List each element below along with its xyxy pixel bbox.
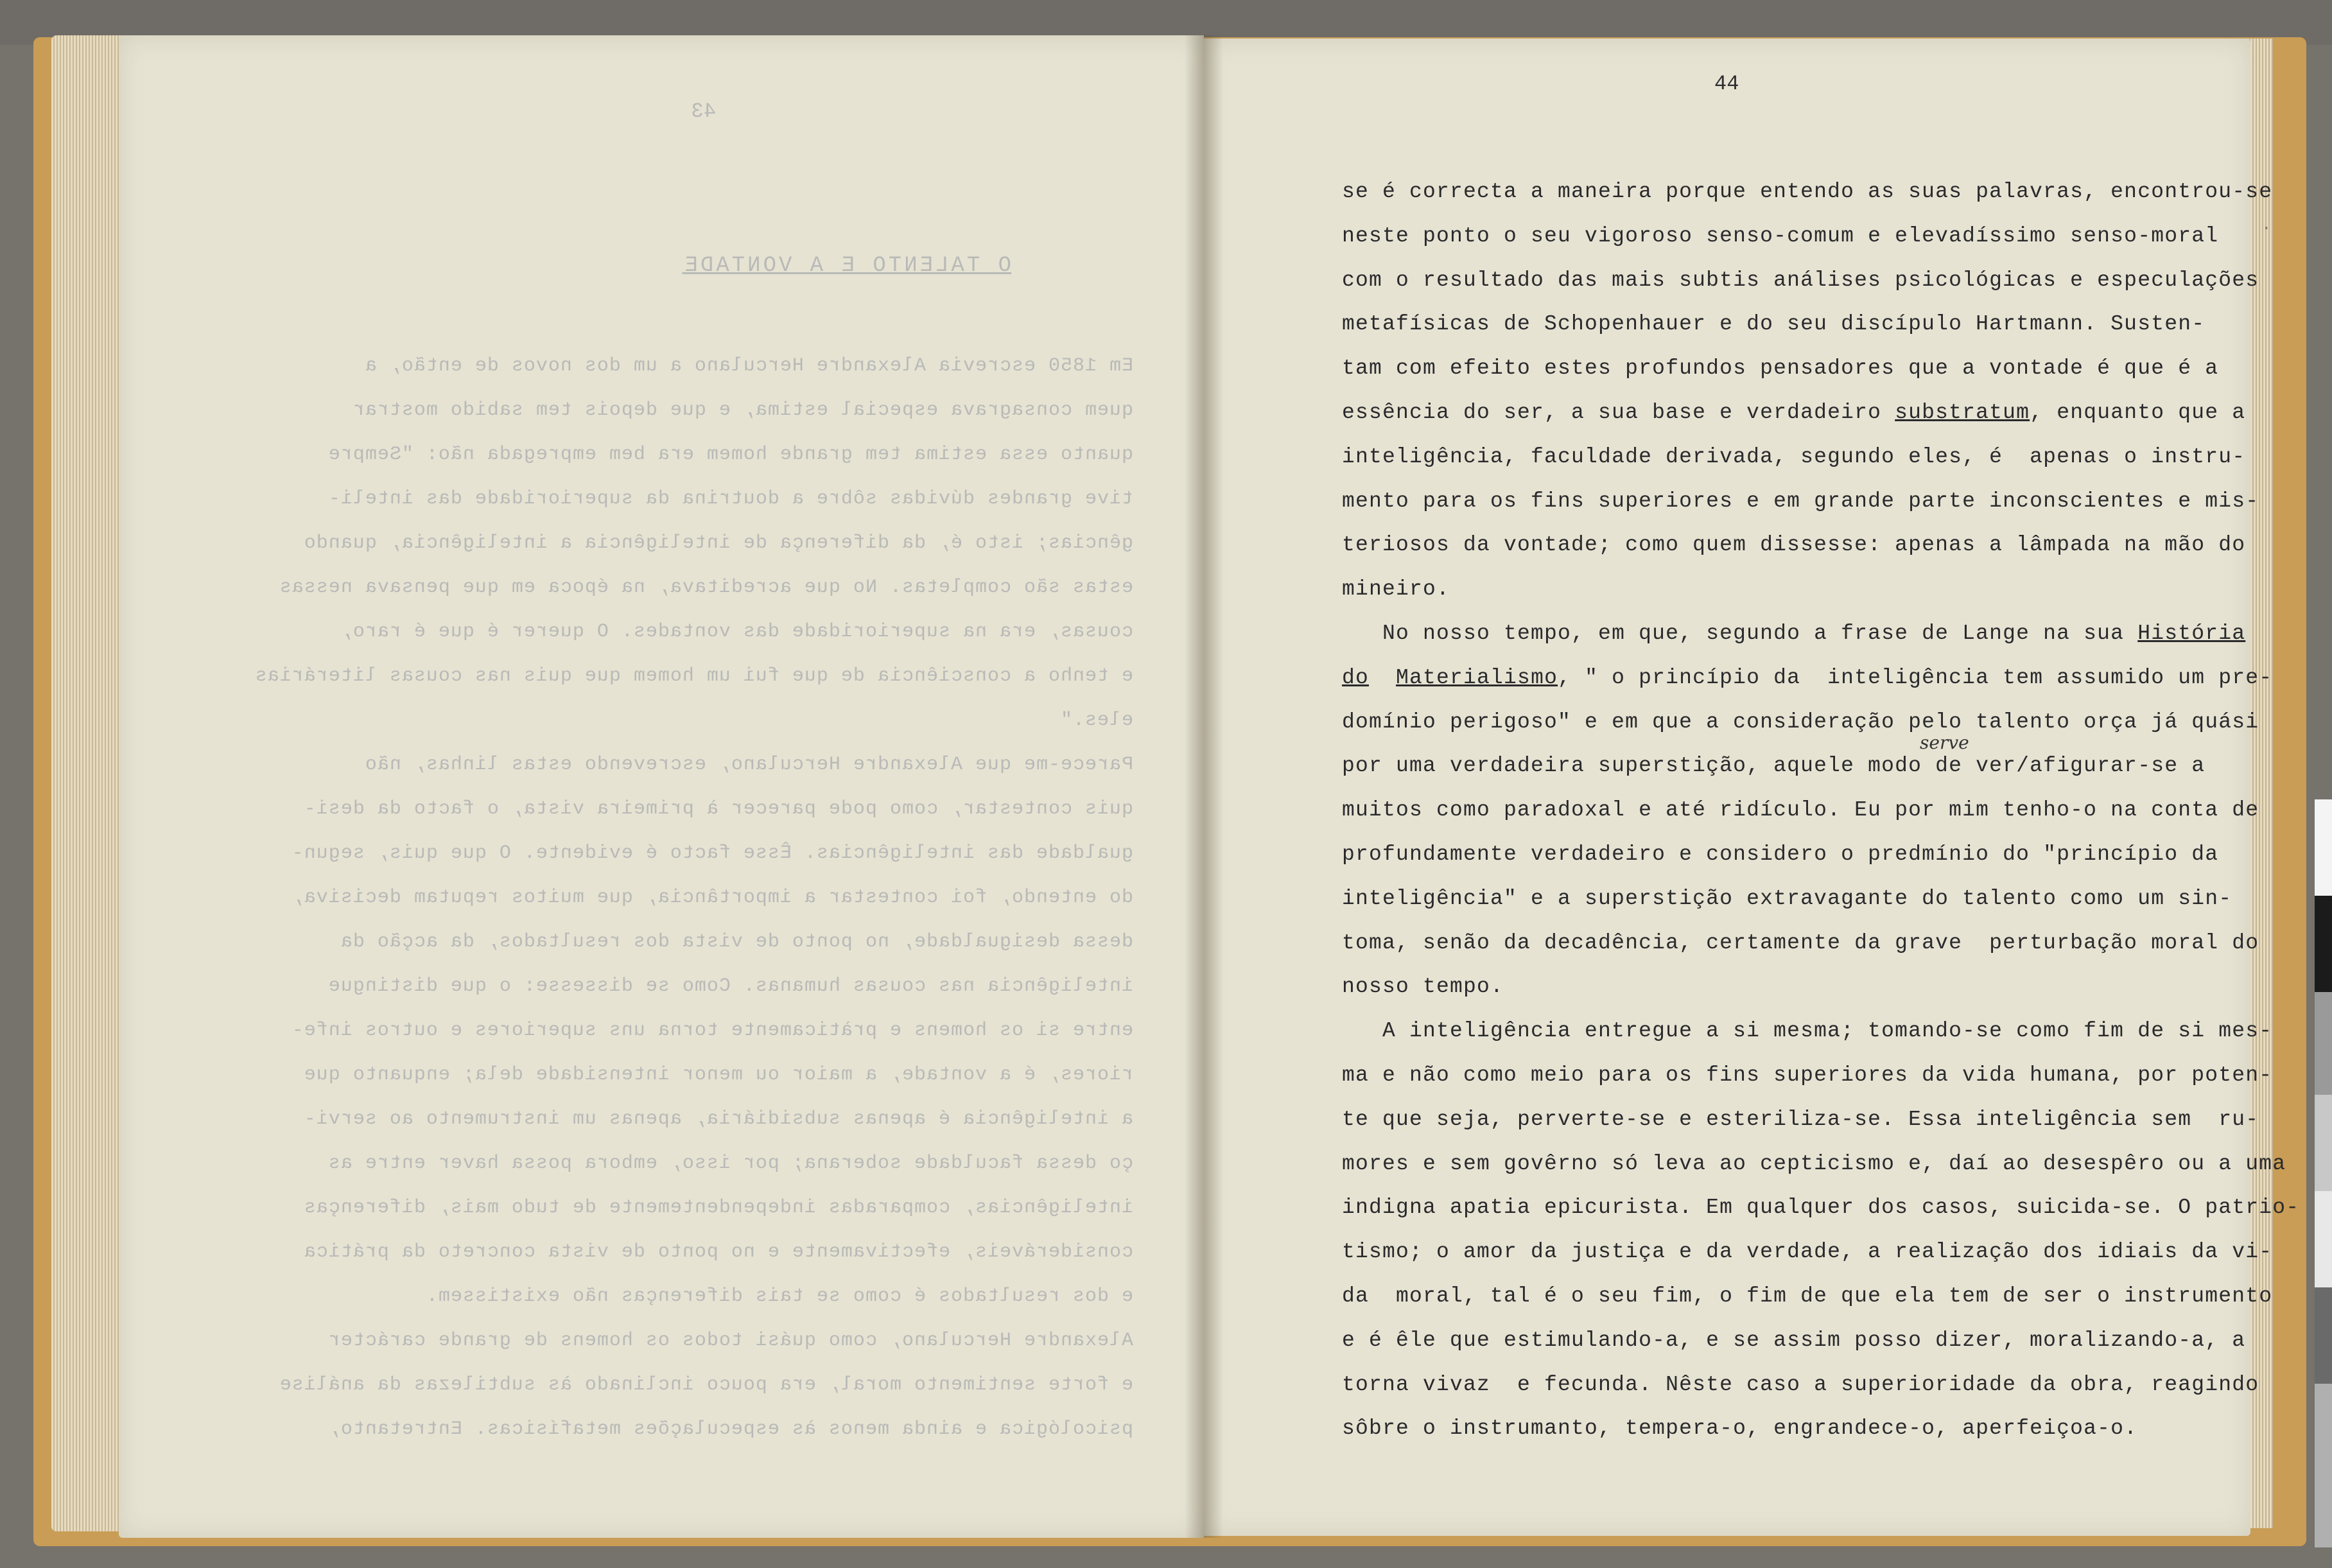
- text-line: [1342, 1196, 2299, 1219]
- mirrored-line: inteligências, comparadas independentemente de tudo mais, diferenças: [303, 1197, 1133, 1219]
- text-line: [1342, 1108, 2259, 1131]
- text-line: [1342, 1152, 2286, 1176]
- mirrored-line: do entendo, foi contestar a importância, que muitos reputam decisiva,: [291, 887, 1133, 909]
- text-segment: profundamente verdadeiro e considero o predmínio do "princípio da: [1342, 842, 2219, 866]
- text-line: [1342, 577, 1450, 601]
- text-segment: , enquanto que a: [2030, 401, 2246, 424]
- text-segment: [1369, 666, 1396, 690]
- mirrored-line: psicológica e ainda menos às especulações metafísicas. Entretanto,: [327, 1418, 1133, 1440]
- text-segment: mores e sem govêrno só leva ao cepticismo e, daí ao desespêro ou a uma: [1342, 1151, 2286, 1176]
- mirrored-line: e dos resultados é como se tais diferenças não existissem.: [425, 1285, 1133, 1307]
- text-line: [1342, 1416, 2137, 1440]
- text-line: [1342, 533, 2245, 557]
- text-line: [1342, 842, 2218, 866]
- margin-mark: .: [2261, 215, 2272, 234]
- left-page: [119, 35, 1204, 1538]
- text-segment: No nosso tempo, em que, segundo a frase de Lange na sua: [1342, 622, 2138, 645]
- color-scale-strip: [2315, 799, 2332, 1547]
- text-segment: inteligência, faculdade derivada, segundo eles, é apenas o instru-: [1342, 444, 2246, 469]
- mirrored-line: tive grandes dúvidas sôbre a doutrina da superioridade das inteli-: [327, 488, 1133, 510]
- text-segment: toma, senão da decadência, certamente da grave perturbação moral do: [1342, 930, 2259, 955]
- mirrored-line: quanto essa estima tem grande homem era bem empregada não: "Sempre: [327, 444, 1133, 466]
- text-segment: nosso tempo.: [1342, 975, 1504, 999]
- mirrored-line: e forte sentimento moral, era pouco inclinado às subtilezas da análise: [279, 1374, 1133, 1396]
- page-edges-left: [51, 35, 122, 1531]
- text-segment: domínio perigoso" e em que a consideração pelo talento orça já quási: [1342, 710, 2259, 734]
- mirrored-line: quis contestar, como pode parecer à primeira vista, o facto da desi-: [303, 798, 1133, 820]
- text-line: [1342, 1063, 2272, 1087]
- text-segment: neste ponto o seu vigoroso senso-comum e elevadíssimo senso-moral: [1342, 223, 2219, 248]
- mirrored-line: gências; isto é, da diferença de inteligência a inteligência, quando: [303, 532, 1133, 554]
- underlined-term: História: [2137, 622, 2246, 645]
- right-page: [1204, 39, 2250, 1536]
- mirrored-page-number: 43: [691, 100, 716, 123]
- mirrored-line: eles.": [1059, 710, 1133, 731]
- mirrored-line: Em 1850 escrevia Alexandre Herculano a um dos novos de então, a: [364, 355, 1133, 377]
- text-segment: te que seja, perverte-se e esteriliza-se. Essa inteligência sem ru-: [1342, 1107, 2259, 1131]
- mirrored-line: a inteligência é apenas subsidiária, apenas um instrumento ao servi-: [303, 1108, 1133, 1130]
- text-segment: muitos como paradoxal e até ridículo. Eu por mim tenho-o na conta de: [1342, 798, 2259, 823]
- text-segment: da moral, tal é o seu fim, o fim de que ela tem de ser o instrumento: [1342, 1284, 2273, 1308]
- mirrored-line: consideráveis, efectivamente e no ponto de vista concreto da prática: [303, 1241, 1133, 1263]
- mirrored-line: dessa desigualdade, no ponto de vista dos resultados, da acção da: [340, 931, 1133, 953]
- mirrored-line: Parece-me que Alexandre Herculano, escrevendo estas linhas, não: [364, 754, 1133, 776]
- text-segment: essência do ser, a sua base e verdadeiro: [1342, 401, 1895, 424]
- text-line: [1342, 268, 2259, 292]
- text-line: [1342, 356, 2218, 380]
- mirrored-line: quem consagrava especial estima, e que depois tem sabido mostrar: [352, 399, 1133, 421]
- mirrored-line: e tenho a consciência de que fui um homem que quis nas cousas literárias: [254, 665, 1133, 687]
- underlined-term: do: [1342, 665, 1370, 690]
- text-line: [1342, 312, 2205, 336]
- text-segment: tismo; o amor da justiça e da verdade, a realização dos idiais da vi-: [1342, 1240, 2273, 1264]
- text-line: [1342, 710, 2259, 734]
- text-line: [1342, 180, 2272, 204]
- mirrored-line: inteligência nas cousas humanas. Como se dissesse: o que distingue: [327, 975, 1133, 997]
- text-segment: teriosos da vontade; como quem dissesse: apenas a lâmpada na mão do: [1342, 533, 2246, 557]
- text-segment: tam com efeito estes profundos pensadores que a vontade é que é a: [1342, 356, 2219, 381]
- text-segment: e é êle que estimulando-a, e se assim posso dizer, moralizando-a, a: [1342, 1328, 2246, 1352]
- text-segment: ma e não como meio para os fins superiores da vida humana, por poten-: [1342, 1063, 2273, 1087]
- text-line: [1342, 489, 2259, 513]
- underlined-term: Materialismo: [1396, 665, 1558, 690]
- text-line: [1342, 1284, 2272, 1308]
- text-line: [1342, 666, 2272, 690]
- text-line: [1342, 224, 2218, 248]
- text-line: [1342, 931, 2259, 955]
- underlined-term: substratum: [1895, 401, 2030, 424]
- text-segment: torna vivaz e fecunda. Nêste caso a superioridade da obra, reagindo: [1342, 1372, 2259, 1397]
- text-segment: indigna apatia epicurista. Em qualquer dos casos, suicida-se. O patrio-: [1342, 1196, 2300, 1220]
- text-line: [1342, 754, 2205, 778]
- mirrored-line: entre si os homens e pràticamente torna uns superiores e outros infe-: [291, 1020, 1133, 1041]
- handwritten-insert: serve: [1920, 732, 1969, 753]
- text-segment: por uma verdadeira superstição, aquele modo de ver/afigurar-se a: [1342, 754, 2206, 778]
- mirrored-line: estas são completas. No que acreditava, na época em que pensava nessas: [279, 577, 1133, 598]
- mirrored-line: cousas, era na superioridade das vontades. O querer é que é raro,: [340, 621, 1133, 643]
- text-line: [1342, 975, 1504, 998]
- text-segment: mento para os fins superiores e em grande parte inconscientes e mis-: [1342, 489, 2259, 513]
- text-segment: sôbre o instrumanto, tempera-o, engrandece-o, aperfeiçoa-o.: [1342, 1416, 2138, 1441]
- text-line: [1342, 798, 2259, 822]
- mirrored-title: O TALENTO E A VONTADE: [682, 254, 1011, 278]
- text-segment: metafísicas de Schopenhauer e do seu discípulo Hartmann. Susten-: [1342, 312, 2206, 336]
- text-line: [1342, 1328, 2245, 1352]
- mirrored-line: riores, é a vontade, a maior ou menor intensidade dela; enquanto que: [303, 1064, 1133, 1086]
- text-line: [1342, 887, 2232, 910]
- text-segment: mineiro.: [1342, 577, 1450, 602]
- text-segment: com o resultado das mais subtis análises psicológicas e especulações: [1342, 268, 2259, 292]
- text-segment: inteligência" e a superstição extravagante do talento como um sin-: [1342, 886, 2232, 910]
- page-number: 44: [1714, 72, 1739, 96]
- book-gutter: [1185, 35, 1223, 1538]
- text-line: [1342, 1373, 2259, 1397]
- text-segment: se é correcta a maneira porque entendo as suas palavras, encontrou-se: [1342, 180, 2273, 204]
- text-line: [1342, 401, 2245, 424]
- text-line: [1342, 622, 2245, 645]
- text-line: [1342, 445, 2245, 469]
- mirrored-line: Alexandre Herculano, como quási todos os homens de grande carácter: [327, 1330, 1133, 1352]
- show-through-text: [119, 35, 1204, 1538]
- text-segment: A inteligência entregue a si mesma; tomando-se como fim de si mes-: [1342, 1019, 2273, 1043]
- text-line: [1342, 1019, 2272, 1043]
- mirrored-line: ço dessa faculdade soberana; por isso, embora possa haver entre as: [327, 1153, 1133, 1174]
- text-line: [1342, 1240, 2272, 1264]
- text-segment: , " o princípio da inteligência tem assumido um pre-: [1558, 665, 2273, 690]
- mirrored-line: gualdade das inteligências. Êsse facto é evidente. O que quis, segun-: [291, 842, 1133, 864]
